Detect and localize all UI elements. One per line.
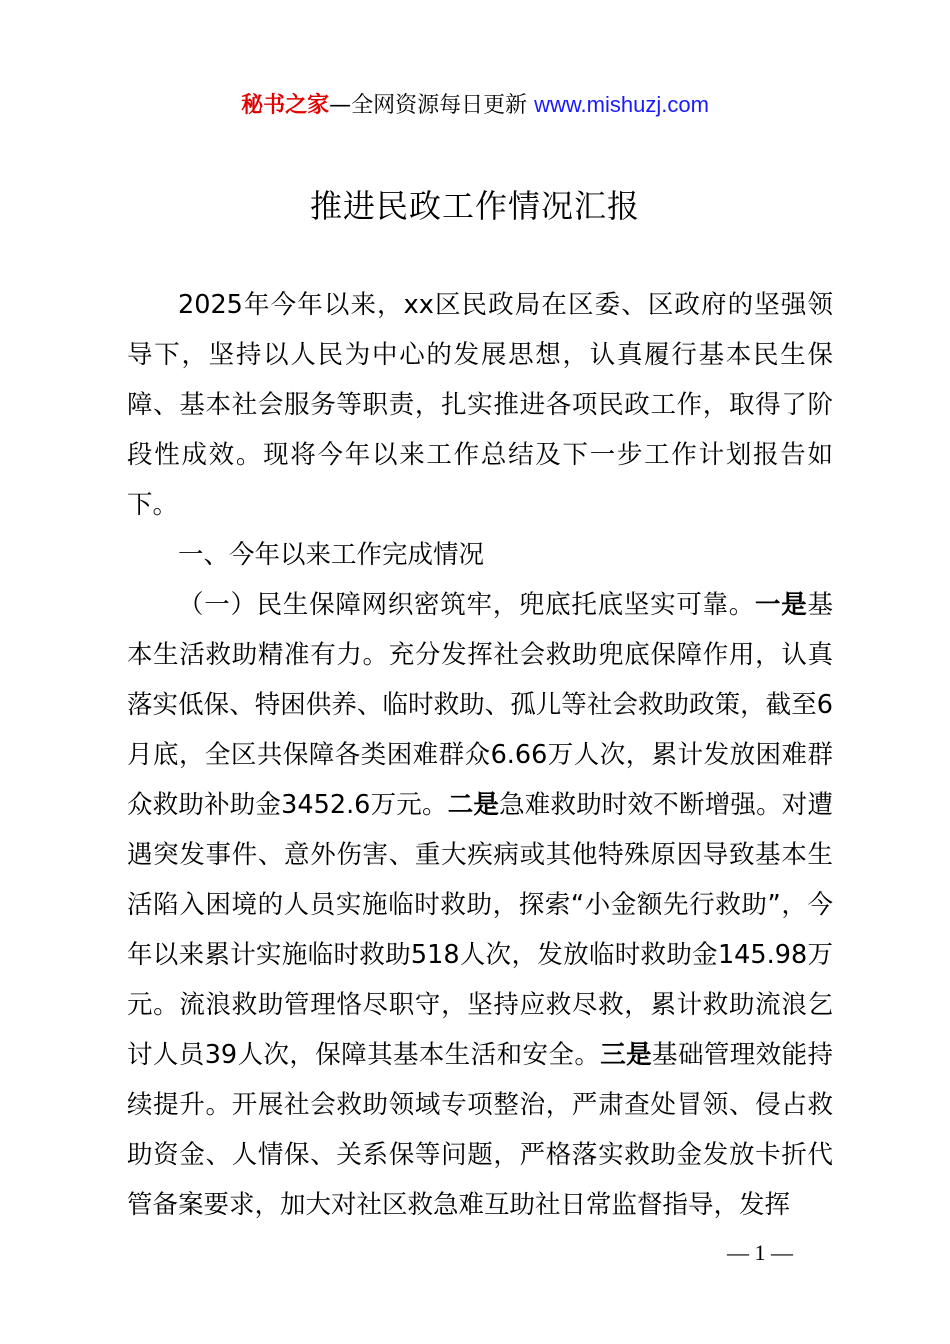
- document-body: [127, 280, 833, 1230]
- item-label-1: 一是: [755, 590, 808, 620]
- brand-name: 秘书之家: [241, 93, 330, 118]
- item-label-2: 二是: [447, 790, 500, 820]
- site-header: [0, 88, 950, 123]
- site-url-link[interactable]: www.mishuzj.com: [534, 92, 709, 117]
- section-heading: 一、今年以来工作完成情况: [178, 540, 485, 570]
- item-text-1: 基本生活救助精准有力。充分发挥社会救助兜底保障作用，认真落实低保、特困供养、临时救助、孤儿等社会救助政策，截至6月底，全区共保障各类困难群众6.66万人次，累计发放困难群众救助补助金3452.6万元。: [127, 590, 833, 820]
- item-label-3: 三是: [600, 1040, 653, 1070]
- site-tagline: —全网资源每日更新: [329, 93, 535, 118]
- document-title: 推进民政工作情况汇报: [309, 187, 640, 225]
- intro-paragraph: 2025年今年以来，xx区民政局在区委、区政府的坚强领导下，坚持以人民为中心的发展思想，认真履行基本民生保障、基本社会服务等职责，扎实推进各项民政工作，取得了阶段性成效。现将今年以来工作总结及下一步工作计划报告如下。: [127, 290, 833, 520]
- sub-heading: （一）民生保障网织密筑牢，兜底托底坚实可靠。: [178, 590, 755, 620]
- page-number: — 1 —: [727, 1240, 793, 1265]
- livelihood-paragraph: [127, 580, 833, 1230]
- item-text-2: 急难救助时效不断增强。对遭遇突发事件、意外伤害、重大疾病或其他特殊原因导致基本生活陷入困境的人员实施临时救助，探索“小金额先行救助”，今年以来累计实施临时救助518人次，发放临时救助金145.98万元。流浪救助管理恪尽职守，坚持应救尽救，累计救助流浪乞讨人员39人次，保障其基本生活和安全。: [127, 790, 833, 1070]
- item-text-3: 基础管理效能持续提升。开展社会救助领域专项整治，严肃查处冒领、侵占救助资金、人情保、关系保等问题，严格落实救助金发放卡折代管备案要求，加大对社区救急难互助社日常监督指导，发挥: [127, 1040, 833, 1220]
